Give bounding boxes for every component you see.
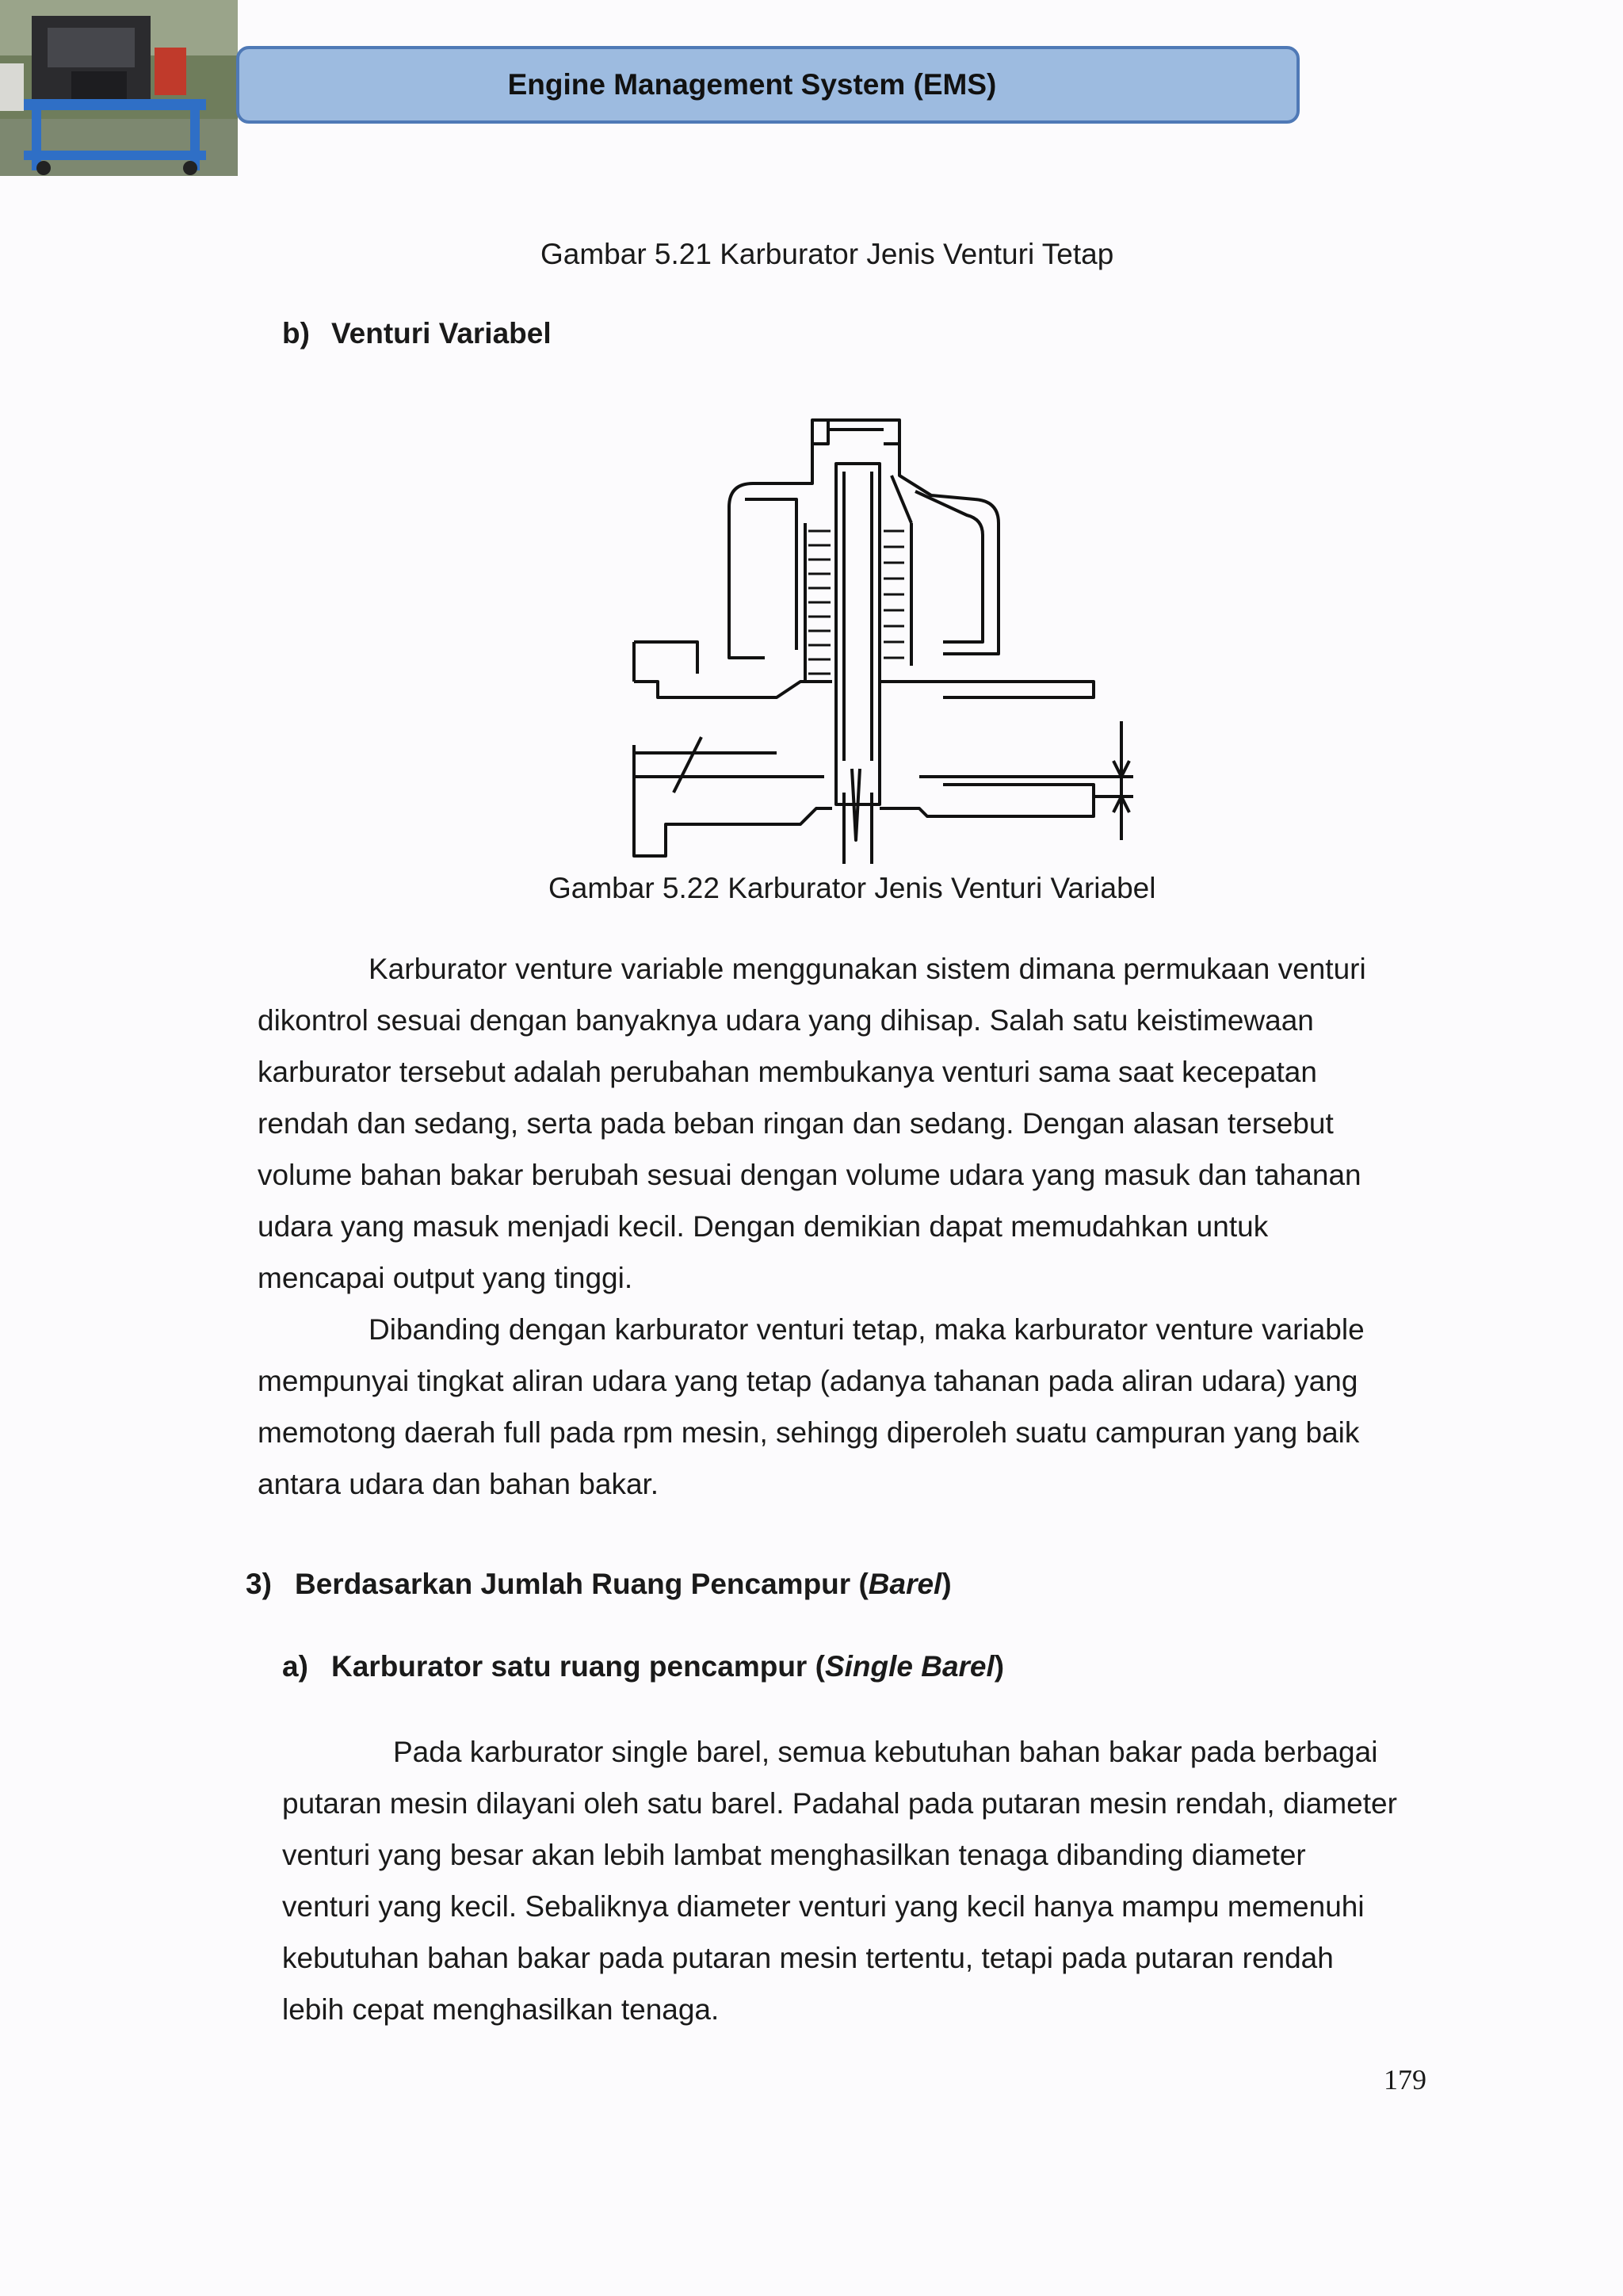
- carburetor-diagram: [618, 412, 1141, 864]
- paragraph-venturi-variabel-1: [258, 943, 1366, 1304]
- page-number: 179: [1384, 2064, 1426, 2095]
- text-line: dikontrol sesuai dengan banyaknya udara yang dihisap. Salah satu keistimewaan: [258, 1004, 1314, 1037]
- text-line: Dibanding dengan karburator venturi tetap, maka karburator venture variable: [369, 1313, 1365, 1346]
- paragraph-venturi-variabel-2: [258, 1304, 1365, 1510]
- text-line: udara yang masuk menjadi kecil. Dengan demikian dapat memudahkan untuk: [258, 1210, 1269, 1243]
- text-line: volume bahan bakar berubah sesuai dengan volume udara yang masuk dan tahanan: [258, 1159, 1361, 1191]
- text-line: kebutuhan bahan bakar pada putaran mesin tertentu, tetapi pada putaran rendah: [282, 1942, 1334, 1974]
- figure-caption-5-21: Gambar 5.21 Karburator Jenis Venturi Tetap: [540, 238, 1114, 270]
- engine-stand-photo: [0, 0, 238, 176]
- text-line: mempunyai tingkat aliran udara yang tetap (adanya tahanan pada aliran udara) yang: [258, 1365, 1358, 1397]
- paragraph-single-barel: [282, 1726, 1397, 2035]
- section-heading-jumlah-ruang: 3) Berdasarkan Jumlah Ruang Pencampur (Barel): [246, 1568, 952, 1600]
- figure-caption-5-22: Gambar 5.22 Karburator Jenis Venturi Variabel: [548, 872, 1156, 904]
- text-line: venturi yang besar akan lebih lambat menghasilkan tenaga dibanding diameter: [282, 1839, 1306, 1871]
- text-line: Pada karburator single barel, semua kebutuhan bahan bakar pada berbagai: [393, 1736, 1378, 1768]
- text-line: memotong daerah full pada rpm mesin, sehingg diperoleh suatu campuran yang baik: [258, 1416, 1360, 1449]
- header-banner: [236, 46, 1300, 124]
- text-line: rendah dan sedang, serta pada beban ringan dan sedang. Dengan alasan tersebut: [258, 1107, 1334, 1140]
- text-line: mencapai output yang tinggi.: [258, 1262, 633, 1294]
- text-line: venturi yang kecil. Sebaliknya diameter venturi yang kecil hanya mampu memenuhi: [282, 1890, 1365, 1923]
- text-line: antara udara dan bahan bakar.: [258, 1468, 659, 1500]
- subheading-venturi-variabel: b) Venturi Variabel: [282, 317, 552, 350]
- text-line: Karburator venture variable menggunakan sistem dimana permukaan venturi: [369, 953, 1366, 985]
- subheading-single-barel: a) Karburator satu ruang pencampur (Single Barel): [282, 1650, 1005, 1683]
- text-line: karburator tersebut adalah perubahan membukanya venturi sama saat kecepatan: [258, 1056, 1317, 1088]
- text-line: lebih cepat menghasilkan tenaga.: [282, 1993, 720, 2026]
- header-title: Engine Management System (EMS): [507, 68, 997, 101]
- text-line: putaran mesin dilayani oleh satu barel. Padahal pada putaran mesin rendah, diameter: [282, 1787, 1397, 1820]
